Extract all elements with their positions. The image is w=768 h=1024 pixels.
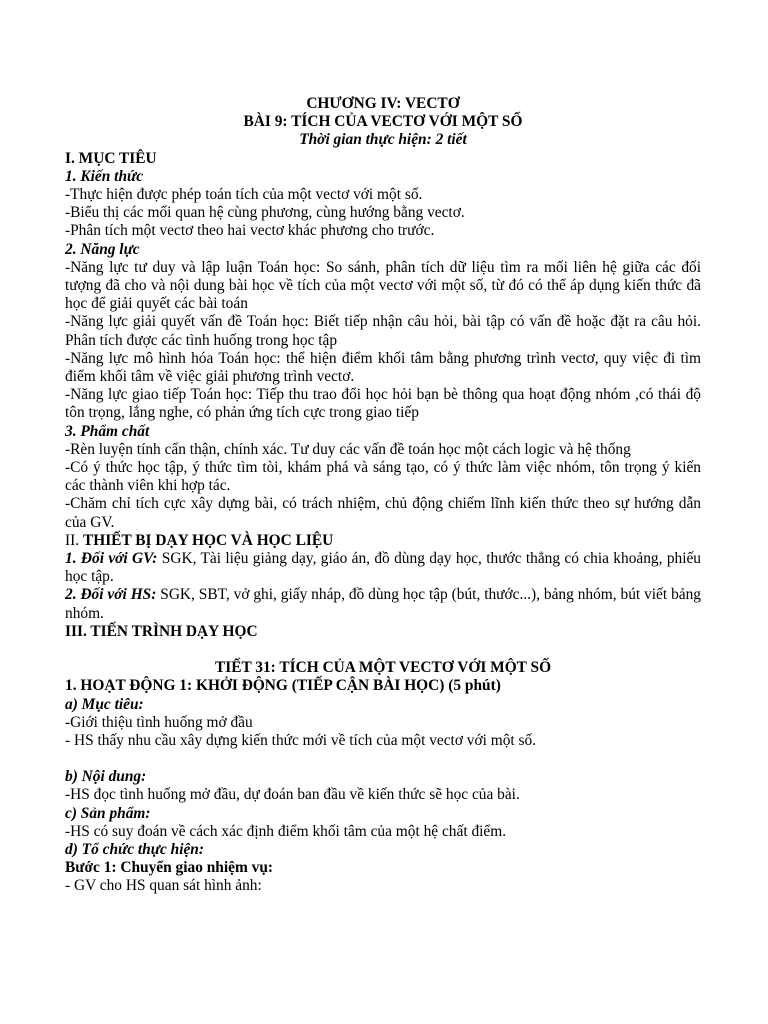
activity-title: 1. HOẠT ĐỘNG 1: KHỞI ĐỘNG (TIẾP CẬN BÀI HỌC) (5 phút) xyxy=(65,677,501,695)
quality-heading: 3. Phẩm chất xyxy=(65,422,150,440)
product-item: -HS có suy đoán về cách xác định điểm khối tâm của một hệ chất điểm. xyxy=(65,822,507,840)
content-subheading: b) Nội dung: xyxy=(65,768,147,786)
section-equipment-title: THIẾT BỊ DẠY HỌC VÀ HỌC LIỆU xyxy=(82,531,334,549)
competency-item: -Năng lực mô hình hóa Toán học: thể hiện điểm khối tâm bằng phương trình vectơ, quy việc đi tìm điểm khối tâm về việc giải phương trình vectơ. xyxy=(65,349,701,386)
lesson-title: BÀI 9: TÍCH CỦA VECTƠ VỚI MỘT SỐ xyxy=(243,113,523,131)
knowledge-item: -Thực hiện được phép toán tích của một vectơ với một số. xyxy=(65,186,423,204)
competency-item: -Năng lực giao tiếp Toán học: Tiếp thu trao đổi học hỏi bạn bè thông qua hoạt động nhóm ,có thái độ tôn trọng, lắng nghe, có phản ứng tích cực trong giao tiếp xyxy=(65,386,701,422)
knowledge-heading: 1. Kiến thức xyxy=(65,167,144,185)
section-process-heading: III. TIẾN TRÌNH DẠY HỌC xyxy=(65,622,258,640)
product-subheading: c) Sản phẩm: xyxy=(65,804,151,822)
lesson-duration: Thời gian thực hiện: 2 tiết xyxy=(299,131,467,149)
section-objectives-heading: I. MỤC TIÊU xyxy=(65,149,157,167)
quality-item: -Chăm chỉ tích cực xây dựng bài, có trách nhiệm, chủ động chiếm lĩnh kiến thức theo sự hướng dẫn của GV. xyxy=(65,495,701,531)
quality-item: -Có ý thức học tập, ý thức tìm tòi, khám phá và sáng tạo, có ý thức làm việc nhóm, tôn trọng ý kiến các thành viên khi hợp tác. xyxy=(65,459,701,495)
objective-item: - HS thấy nhu cầu xây dựng kiến thức mới về tích của một vectơ với một số. xyxy=(65,731,537,749)
objective-item: -Giới thiệu tình huống mở đầu xyxy=(65,713,253,731)
section-equipment-heading xyxy=(65,532,701,550)
equipment-student xyxy=(65,586,701,622)
competency-item: -Năng lực giải quyết vấn đề Toán học: Biết tiếp nhận câu hỏi, bài tập có vấn đề hoặc đặt ra câu hỏi. Phân tích được các tình huống trong học tập xyxy=(65,313,701,349)
period-title: TIẾT 31: TÍCH CỦA MỘT VECTƠ VỚI MỘT SỐ xyxy=(214,659,552,677)
knowledge-item: -Phân tích một vectơ theo hai vectơ khác phương cho trước. xyxy=(65,222,435,240)
competency-heading: 2. Năng lực xyxy=(65,240,140,258)
organization-subheading: d) Tổ chức thực hiện: xyxy=(65,840,204,858)
quality-item: -Rèn luyện tính cẩn thận, chính xác. Tư duy các vấn đề toán học một cách logic và hệ thống xyxy=(65,440,631,458)
student-label: 2. Đối với HS: xyxy=(65,586,157,604)
knowledge-item: -Biểu thị các mối quan hệ cùng phương, cùng hướng bằng vectơ. xyxy=(65,204,465,222)
objective-subheading: a) Mục tiêu: xyxy=(65,695,144,713)
equipment-teacher xyxy=(65,550,701,586)
document-page xyxy=(65,95,701,896)
content-item: -HS đọc tình huống mở đầu, dự đoán ban đầu về kiến thức sẽ học của bài. xyxy=(65,786,520,804)
step-heading: Bước 1: Chuyển giao nhiệm vụ: xyxy=(65,859,274,877)
competency-item: -Năng lực tư duy và lập luận Toán học: So sánh, phân tích dữ liệu tìm ra mối liên hệ giữa các đối tượng đã cho và nội dung bài học về tích của một vectơ với một số, từ đó có thể áp dụng kiến thức đã học để giải quyết các bài toán xyxy=(65,258,701,313)
chapter-title: CHƯƠNG IV: VECTƠ xyxy=(306,95,460,112)
student-text: SGK, SBT, vở ghi, giấy nháp, đồ dùng học tập (bút, thước...), bảng nhóm, bút viết bảng nhóm. xyxy=(65,586,701,622)
step-item: - GV cho HS quan sát hình ảnh: xyxy=(65,877,262,895)
teacher-text: SGK, Tài liệu giảng dạy, giáo án, đồ dùng dạy học, thước thẳng có chia khoảng, phiếu học tập. xyxy=(65,550,702,586)
teacher-label: 1. Đối với GV: xyxy=(65,550,158,568)
section-number: II. xyxy=(65,531,83,549)
